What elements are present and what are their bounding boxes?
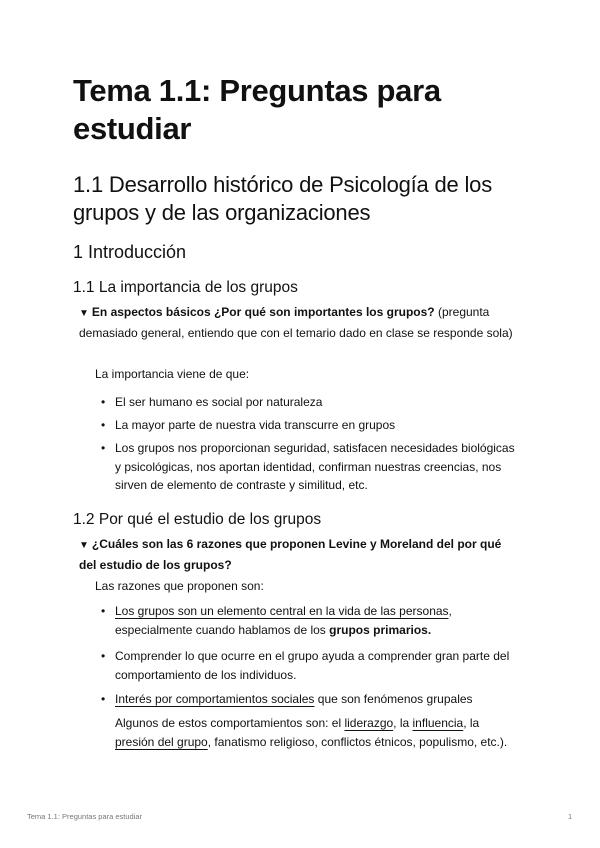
bullet-icon: •	[101, 441, 106, 455]
underlined-link[interactable]: presión del grupo	[115, 734, 208, 749]
underlined-link[interactable]: liderazgo	[344, 716, 394, 730]
list-item	[101, 690, 520, 709]
nested-paragraph	[115, 714, 520, 751]
answer-intro: Las razones que proponen son:	[95, 579, 264, 593]
underlined-link[interactable]: Interés por comportamientos sociales	[115, 692, 315, 706]
text-span: , la	[393, 716, 413, 730]
section-heading: 1.1 Desarrollo histórico de Psicología de los grupos y de las organizaciones	[73, 172, 493, 225]
toggle-triangle-icon[interactable]: ▼	[79, 308, 89, 319]
text-span: , la	[463, 716, 480, 730]
bold-term: grupos primarios.	[329, 622, 432, 637]
list-item-text: , especialmente cuando hablamos de los	[115, 604, 452, 637]
list-item-text: Comprender lo que ocurre en el grupo ayuda a comprender gran parte del comportamiento de los individuos.	[115, 649, 510, 682]
bullet-icon: •	[101, 692, 106, 706]
list-item-text: La mayor parte de nuestra vida transcurre en grupos	[115, 418, 396, 432]
question-text-bold: En aspectos básicos ¿Por qué son importantes los grupos?	[91, 305, 435, 319]
answer-intro: La importancia viene de que:	[95, 367, 250, 381]
page-title: Tema 1.1: Preguntas para estudiar	[73, 73, 441, 146]
list-item-text: Los grupos nos proporcionan seguridad, satisfacen necesidades biológicas y psicológicas, nos aportan identidad, confirman nuestras creencias, nos sirven de elemento de contraste y similitud, etc.	[115, 441, 515, 492]
heading-estudio-grupos: 1.2 Por qué el estudio de los grupos	[73, 511, 322, 528]
heading-importancia-grupos: 1.1 La importancia de los grupos	[73, 279, 298, 296]
underlined-link[interactable]: influencia	[412, 716, 464, 730]
question-text-note: (pregunta demasiado general, entiendo que con el temario dado en clase se responde sola)	[79, 305, 513, 340]
bullet-icon: •	[101, 418, 106, 432]
text-span: Algunos de estos comportamientos son: el	[115, 716, 345, 730]
subsection-heading: 1 Introducción	[73, 242, 187, 262]
list-item	[101, 647, 520, 684]
list-item-text: El ser humano es social por naturaleza	[115, 395, 323, 409]
list-item	[101, 602, 520, 639]
list-item-text: que son fenómenos grupales	[314, 692, 473, 706]
question-text-bold: ¿Cuáles son las 6 razones que proponen Levine y Moreland del por qué del estudio de los grupos?	[79, 537, 502, 572]
bullet-icon: •	[101, 649, 106, 663]
underlined-link[interactable]: Los grupos son un elemento central en la vida de las personas	[115, 604, 449, 618]
list-item	[101, 439, 520, 495]
list-item	[101, 393, 520, 412]
toggle-question-importancia[interactable]	[79, 303, 519, 342]
toggle-triangle-icon[interactable]: ▼	[79, 540, 89, 551]
list-item	[101, 416, 520, 435]
toggle-question-razones[interactable]	[79, 535, 519, 574]
bullet-icon: •	[101, 604, 106, 618]
footer-document-title: Tema 1.1: Preguntas para estudiar	[27, 812, 143, 821]
text-span: , fanatismo religioso, conflictos étnicos, populismo, etc.).	[207, 734, 508, 749]
footer-page-number: 1	[568, 812, 573, 821]
bullet-icon: •	[101, 395, 106, 409]
